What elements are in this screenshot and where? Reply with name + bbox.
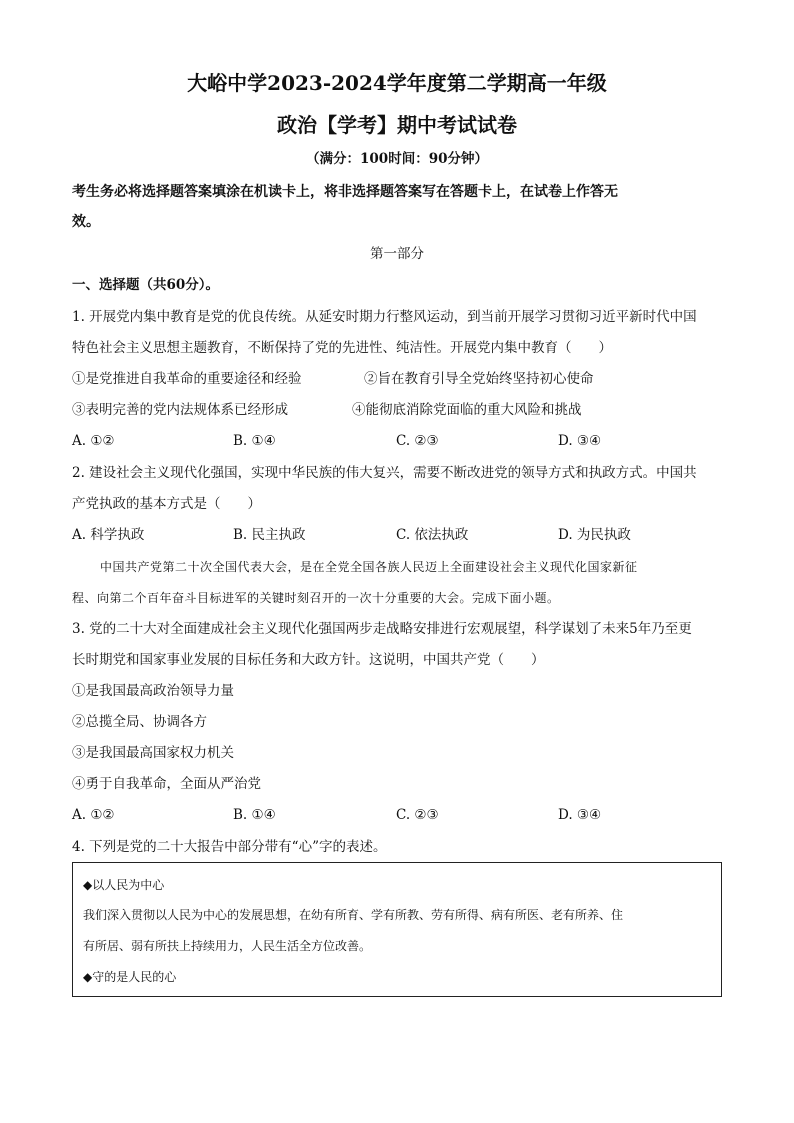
q3-stem-line2: 长时期党和国家事业发展的目标任务和大政方针。这说明，中国共产党（ ） — [72, 652, 545, 668]
q4-stem-line1: 4. 下列是党的二十大报告中部分带有“心”字的表述。 — [72, 839, 387, 855]
instruction-line1: 考生务必将选择题答案填涂在机读卡上，将非选择题答案写在答题卡上，在试卷上作答无 — [72, 184, 618, 200]
q2-option-d: D. 为民执政 — [558, 527, 631, 543]
q1-item-3: ③表明完善的党内法规体系已经形成 — [72, 402, 288, 418]
q1-item-4: ④能彻底消除党面临的重大风险和挑战 — [352, 402, 582, 418]
exam-subtitle: （满分：100时间：90分钟） — [306, 151, 488, 167]
material-line2: 程、向第二个百年奋斗目标进军的关键时刻召开的一次十分重要的大会。完成下面小题。 — [72, 591, 560, 605]
q1-option-a: A. ①② — [72, 433, 115, 449]
quote-box — [72, 862, 722, 997]
q3-stem-line1: 3. 党的二十大对全面建成社会主义现代化强国两步走战略安排进行宏观展望，科学谋划了未来5年乃至更 — [72, 621, 692, 637]
q2-option-b: B. 民主执政 — [233, 527, 306, 543]
q3-option-c: C. ②③ — [396, 807, 439, 823]
material-line1: 中国共产党第二十次全国代表大会，是在全党全国各族人民迈上全面建设社会主义现代化国家新征 — [100, 560, 638, 574]
exam-title-line1: 大峪中学2023-2024学年度第二学期高一年级 — [187, 71, 607, 95]
quote-box-line1: 我们深入贯彻以人民为中心的发展思想，在幼有所育、学有所教、劳有所得、病有所医、老有所养、住 — [83, 908, 624, 922]
q2-stem-line2: 产党执政的基本方式是（ ） — [72, 496, 261, 512]
quote-box-heading2: ◆守的是人民的心 — [83, 970, 177, 984]
q1-option-d: D. ③④ — [558, 433, 602, 449]
q3-option-b: B. ①④ — [233, 807, 276, 823]
q2-option-c: C. 依法执政 — [396, 527, 469, 543]
q1-stem-line2: 特色社会主义思想主题教育，不断保持了党的先进性、纯洁性。开展党内集中教育（ ） — [72, 340, 612, 356]
q3-item-1: ①是我国最高政治领导力量 — [72, 683, 234, 699]
exam-title-line2: 政治【学考】期中考试试卷 — [277, 113, 517, 137]
q1-item-2: ②旨在教育引导全党始终坚持初心使命 — [364, 371, 594, 387]
q1-option-c: C. ②③ — [396, 433, 439, 449]
q3-option-d: D. ③④ — [558, 807, 602, 823]
q3-item-4: ④勇于自我革命，全面从严治党 — [72, 776, 261, 792]
q2-stem-line1: 2. 建设社会主义现代化强国，实现中华民族的伟大复兴，需要不断改进党的领导方式和执政方式。中国共 — [72, 465, 697, 481]
q3-item-2: ②总揽全局、协调各方 — [72, 714, 207, 730]
quote-box-heading1: ◆以人民为中心 — [83, 878, 165, 892]
part-label: 第一部分 — [370, 246, 424, 262]
q1-stem-line1: 1. 开展党内集中教育是党的优良传统。从延安时期力行整风运动，到当前开展学习贯彻习近平新时代中国 — [72, 309, 697, 325]
q3-option-a: A. ①② — [72, 807, 115, 823]
instruction-line2: 效。 — [72, 214, 100, 230]
quote-box-line2: 有所居、弱有所扶上持续用力，人民生活全方位改善。 — [83, 939, 372, 953]
q1-option-b: B. ①④ — [233, 433, 276, 449]
section-heading: 一、选择题（共60分）。 — [72, 277, 220, 293]
q3-item-3: ③是我国最高国家权力机关 — [72, 745, 234, 761]
q1-item-1: ①是党推进自我革命的重要途径和经验 — [72, 371, 302, 387]
q2-option-a: A. 科学执政 — [72, 527, 145, 543]
